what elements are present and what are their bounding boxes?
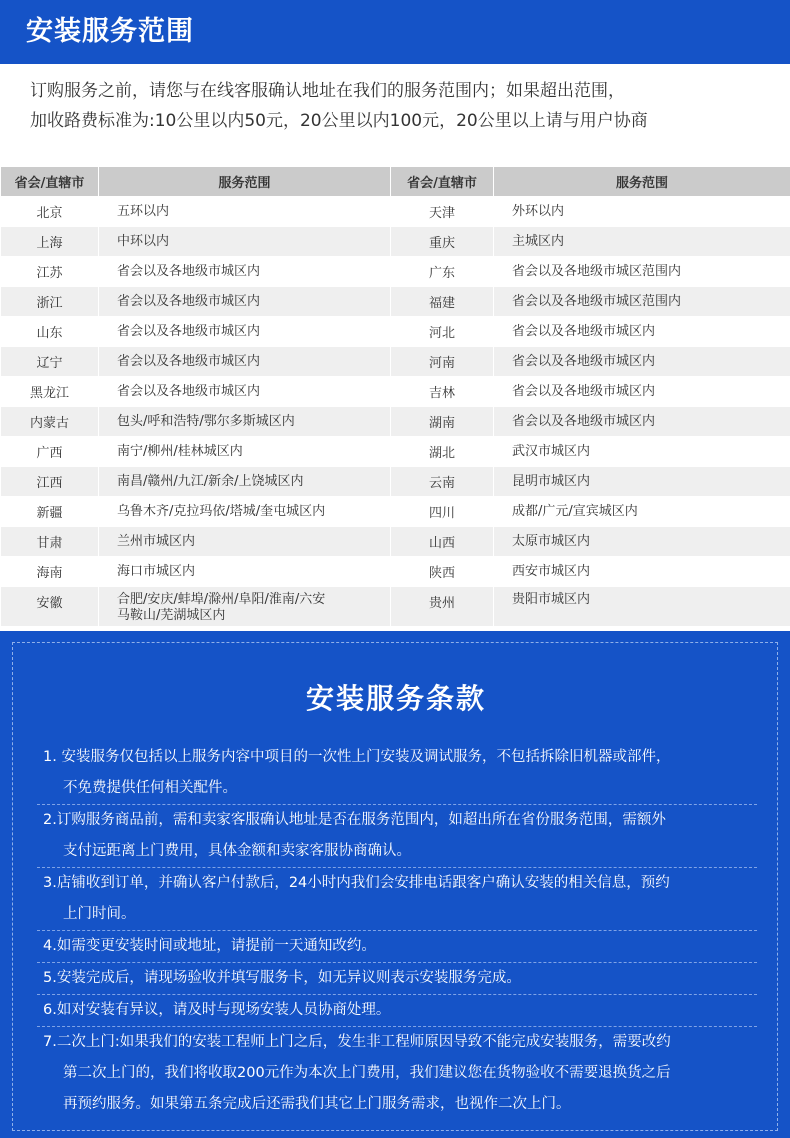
province-cell: 湖南 — [391, 407, 494, 437]
table-row — [1, 197, 790, 227]
terms-item-line: 2.订购服务商品前，需和卖家客服确认地址是否在服务范围内，如超出所在省份服务范围，需额外 — [43, 812, 666, 828]
province-cell: 上海 — [1, 227, 99, 257]
scope-cell: 省会以及各地级市城区内 — [99, 257, 391, 287]
terms-item — [37, 805, 757, 868]
table-row — [1, 587, 790, 627]
scope-cell: 省会以及各地级市城区内 — [494, 317, 790, 347]
scope-cell: 贵阳市城区内 — [494, 587, 790, 627]
table-row — [1, 467, 790, 497]
terms-item-line: 第二次上门的，我们将收取200元作为本次上门费用，我们建议您在货物验收不需要退换货之后 — [63, 1065, 671, 1081]
terms-item — [37, 963, 757, 995]
province-cell: 甘肃 — [1, 527, 99, 557]
terms-item-line: 支付远距离上门费用，具体金额和卖家客服协商确认。 — [63, 843, 411, 859]
scope-cell: 外环以内 — [494, 197, 790, 227]
province-cell: 河南 — [391, 347, 494, 377]
province-cell: 重庆 — [391, 227, 494, 257]
table-row — [1, 407, 790, 437]
table-row — [1, 287, 790, 317]
top-banner — [0, 0, 790, 64]
table-row — [1, 437, 790, 467]
terms-item — [37, 742, 757, 805]
header-scope-left: 服务范围 — [99, 167, 391, 197]
scope-cell: 太原市城区内 — [494, 527, 790, 557]
header-scope-right: 服务范围 — [494, 167, 790, 197]
table-row — [1, 317, 790, 347]
terms-item-line: 4.如需变更安装时间或地址，请提前一天通知改约。 — [43, 938, 376, 954]
province-cell: 黑龙江 — [1, 377, 99, 407]
scope-cell: 五环以内 — [99, 197, 391, 227]
province-cell: 吉林 — [391, 377, 494, 407]
scope-cell: 省会以及各地级市城区内 — [99, 377, 391, 407]
table-row — [1, 527, 790, 557]
scope-cell: 海口市城区内 — [99, 557, 391, 587]
scope-cell: 南宁/柳州/桂林城区内 — [99, 437, 391, 467]
scope-cell: 省会以及各地级市城区内 — [494, 347, 790, 377]
header-province-left: 省会/直辖市 — [1, 167, 99, 197]
scope-cell: 南昌/赣州/九江/新余/上饶城区内 — [99, 467, 391, 497]
terms-title: 安装服务条款 — [305, 682, 486, 715]
scope-cell: 包头/呼和浩特/鄂尔多斯城区内 — [99, 407, 391, 437]
scope-cell: 省会以及各地级市城区内 — [494, 407, 790, 437]
page-title: 安装服务范围 — [26, 16, 194, 47]
province-cell: 陕西 — [391, 557, 494, 587]
intro-line-2: 加收路费标准为:10公里以内50元，20公里以内100元，20公里以上请与用户协商 — [30, 111, 648, 131]
terms-item — [37, 995, 757, 1027]
scope-cell: 省会以及各地级市城区范围内 — [494, 257, 790, 287]
terms-section — [0, 631, 790, 1138]
scope-cell: 省会以及各地级市城区内 — [494, 377, 790, 407]
table-header-row — [1, 167, 790, 197]
scope-cell-line-1: 合肥/安庆/蚌埠/滁州/阜阳/淮南/六安 — [117, 592, 326, 607]
table-row — [1, 557, 790, 587]
scope-cell — [99, 587, 391, 627]
terms-item-line: 不免费提供任何相关配件。 — [63, 780, 237, 796]
terms-item-line: 7.二次上门:如果我们的安装工程师上门之后，发生非工程师原因导致不能完成安装服务，需要改约 — [43, 1034, 671, 1050]
terms-item-line: 6.如对安装有异议，请及时与现场安装人员协商处理。 — [43, 1002, 391, 1018]
province-cell: 山东 — [1, 317, 99, 347]
province-cell: 江苏 — [1, 257, 99, 287]
terms-item-line: 3.店铺收到订单，并确认客户付款后，24小时内我们会安排电话跟客户确认安装的相关信息，预约 — [43, 875, 670, 891]
province-cell: 贵州 — [391, 587, 494, 627]
terms-item-line: 上门时间。 — [63, 906, 136, 922]
province-cell: 山西 — [391, 527, 494, 557]
scope-cell-line-2: 马鞍山/芜湖城区内 — [117, 608, 226, 623]
service-range-table — [0, 166, 790, 627]
province-cell: 福建 — [391, 287, 494, 317]
province-cell: 河北 — [391, 317, 494, 347]
table-row — [1, 377, 790, 407]
scope-cell: 昆明市城区内 — [494, 467, 790, 497]
terms-card — [12, 642, 778, 1131]
province-cell: 天津 — [391, 197, 494, 227]
scope-cell: 乌鲁木齐/克拉玛依/塔城/奎屯城区内 — [99, 497, 391, 527]
scope-cell: 成都/广元/宣宾城区内 — [494, 497, 790, 527]
terms-item — [37, 931, 757, 963]
scope-cell: 武汉市城区内 — [494, 437, 790, 467]
terms-item — [37, 1027, 757, 1120]
terms-item-line: 5.安装完成后，请现场验收并填写服务卡，如无异议则表示安装服务完成。 — [43, 970, 521, 986]
table-row — [1, 497, 790, 527]
province-cell: 江西 — [1, 467, 99, 497]
terms-list — [37, 742, 757, 1120]
terms-item-line: 再预约服务。如果第五条完成后还需我们其它上门服务需求，也视作二次上门。 — [63, 1096, 571, 1112]
scope-cell: 省会以及各地级市城区内 — [99, 287, 391, 317]
scope-cell: 中环以内 — [99, 227, 391, 257]
scope-cell: 省会以及各地级市城区内 — [99, 317, 391, 347]
province-cell: 浙江 — [1, 287, 99, 317]
scope-cell: 兰州市城区内 — [99, 527, 391, 557]
province-cell: 安徽 — [1, 587, 99, 627]
table-row — [1, 347, 790, 377]
table-row — [1, 227, 790, 257]
header-province-right: 省会/直辖市 — [391, 167, 494, 197]
province-cell: 新疆 — [1, 497, 99, 527]
province-cell: 广东 — [391, 257, 494, 287]
scope-cell: 省会以及各地级市城区内 — [99, 347, 391, 377]
intro-text — [30, 76, 770, 136]
scope-cell: 省会以及各地级市城区范围内 — [494, 287, 790, 317]
province-cell: 云南 — [391, 467, 494, 497]
intro-line-1: 订购服务之前，请您与在线客服确认地址在我们的服务范围内；如果超出范围， — [30, 81, 625, 101]
province-cell: 内蒙古 — [1, 407, 99, 437]
scope-cell: 西安市城区内 — [494, 557, 790, 587]
province-cell: 四川 — [391, 497, 494, 527]
province-cell: 辽宁 — [1, 347, 99, 377]
province-cell: 广西 — [1, 437, 99, 467]
table-row — [1, 257, 790, 287]
province-cell: 湖北 — [391, 437, 494, 467]
province-cell: 北京 — [1, 197, 99, 227]
province-cell: 海南 — [1, 557, 99, 587]
scope-cell: 主城区内 — [494, 227, 790, 257]
terms-item-line: 1. 安装服务仅包括以上服务内容中项目的一次性上门安装及调试服务，不包括拆除旧机器或部件， — [43, 749, 671, 765]
terms-item — [37, 868, 757, 931]
